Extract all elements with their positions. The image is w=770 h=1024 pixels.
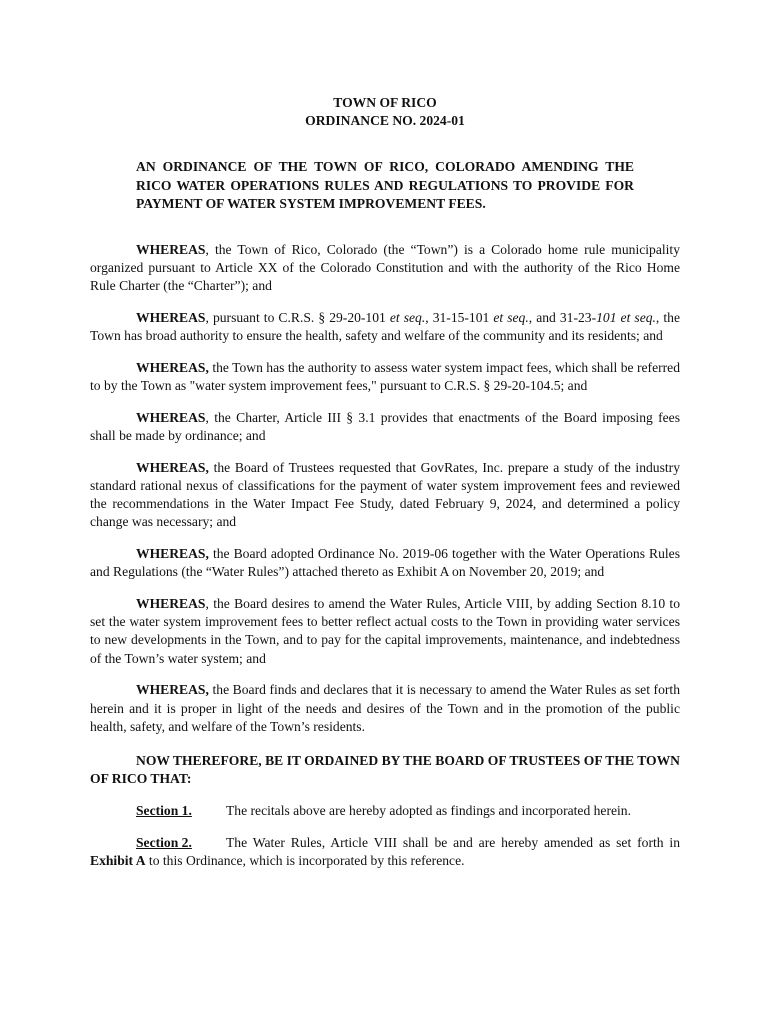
recital-7-lead: WHEREAS xyxy=(136,596,206,612)
recital-4-lead: WHEREAS xyxy=(136,409,206,425)
recital-5-lead: WHEREAS, xyxy=(136,459,209,475)
enacting-clause: NOW THEREFORE, BE IT ORDAINED BY THE BOARD OF TRUSTEES OF THE TOWN OF RICO THAT: xyxy=(90,752,680,787)
recital-1 xyxy=(90,241,680,296)
recital-4-text: , the Charter, Article III § 3.1 provides that enactments of the Board imposing fees shall be made by ordinance; and xyxy=(90,409,680,444)
recital-2-lead: WHEREAS xyxy=(136,310,206,326)
section-2-text-a: The Water Rules, Article VIII shall be and are hereby amended as set forth in xyxy=(226,834,680,850)
recital-6-lead: WHEREAS, xyxy=(136,546,209,562)
recital-5 xyxy=(90,459,680,532)
recital-2-italic-a: et seq. xyxy=(389,310,426,326)
ordinance-number: ORDINANCE NO. 2024-01 xyxy=(305,113,465,129)
recital-2-text-a: , pursuant to C.R.S. § 29-20-101 xyxy=(205,310,390,326)
recital-2-text-d: , the Town has broad authority to ensure the health, safety and welfare of the community and its residents; and xyxy=(90,310,680,344)
section-1-label: Section 1. xyxy=(136,802,192,818)
recital-8 xyxy=(90,681,680,736)
document-header xyxy=(90,94,680,130)
section-1 xyxy=(90,802,680,820)
recital-6-text: the Board adopted Ordinance No. 2019-06 together with the Water Operations Rules and Regulations (the “Water Rules”) attached thereto as Exhibit A on November 20, 2019; and xyxy=(90,546,680,580)
recital-4 xyxy=(90,409,680,445)
recital-2-text-b: , 31-15-101 xyxy=(425,310,494,326)
recital-1-lead: WHEREAS xyxy=(136,242,206,258)
recital-8-text: the Board finds and declares that it is necessary to amend the Water Rules as set forth herein and it is proper in light of the needs and desires of the Town and in the promotion of the public health, safety, and welfare of the Town’s residents. xyxy=(90,682,680,734)
recital-2 xyxy=(90,309,680,345)
recital-2-text-c: , and 31-23- xyxy=(528,310,597,326)
recital-2-italic-c: 101 et seq. xyxy=(596,310,656,326)
section-2-exhibit: Exhibit A xyxy=(90,852,146,868)
recital-7-text: , the Board desires to amend the Water Rules, Article VIII, by adding Section 8.10 to set the water system improvement fees to better reflect actual costs to the Town in providing water services to new developments in the Town, and to pay for the capital improvements, maintenance, and indebtedness of the Town’s water system; and xyxy=(90,596,680,666)
recital-6 xyxy=(90,545,680,581)
recital-8-lead: WHEREAS, xyxy=(136,682,209,698)
recital-3 xyxy=(90,359,680,395)
section-1-text: The recitals above are hereby adopted as findings and incorporated herein. xyxy=(226,802,631,818)
section-2-text-b: to this Ordinance, which is incorporated by this reference. xyxy=(145,852,465,868)
recital-7 xyxy=(90,595,680,668)
recital-1-text: , the Town of Rico, Colorado (the “Town”) is a Colorado home rule municipality organized pursuant to Article XX of the Colorado Constitution and with the authority of the Rico Home Rule Charter (the “Charter”); and xyxy=(90,242,680,294)
section-2-label: Section 2. xyxy=(136,834,192,850)
ordinance-title: AN ORDINANCE OF THE TOWN OF RICO, COLORADO AMENDING THE RICO WATER OPERATIONS RULES AND REGULATIONS TO PROVIDE FOR PAYMENT OF WATER SYSTEM IMPROVEMENT FEES. xyxy=(136,159,634,211)
recital-3-text: the Town has the authority to assess water system impact fees, which shall be referred to by the Town as "water system improvement fees," pursuant to C.R.S. § 29-20-104.5; and xyxy=(90,360,680,394)
recital-2-italic-b: et seq. xyxy=(493,310,529,326)
recital-3-lead: WHEREAS, xyxy=(136,360,209,376)
recital-5-text: the Board of Trustees requested that GovRates, Inc. prepare a study of the industry standard rational nexus of classifications for the payment of water system improvement fees and reviewed the recommendations in the Water Impact Fee Study, dated February 9, 2024, and determined a policy change was necessary; and xyxy=(90,459,680,530)
section-2 xyxy=(90,834,680,870)
town-name: TOWN OF RICO xyxy=(333,95,437,110)
